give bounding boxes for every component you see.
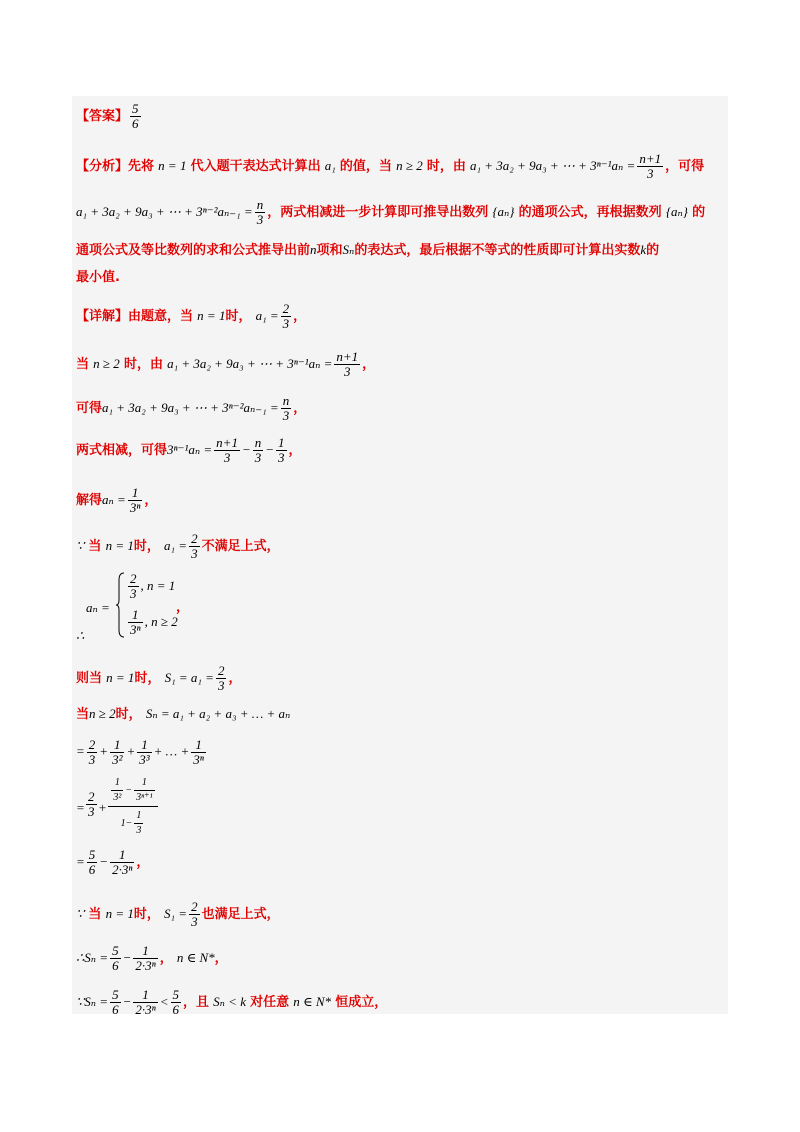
analysis-line-3: 通项公式及等比数列的求和公式推导出前n项和Sₙ的表达式，最后根据不等式的性质即可计算出实数k的 (76, 242, 660, 258)
answer-label: 【答案】 (76, 109, 129, 124)
analysis-line-1: 【分析】先将 n = 1 代入题干表达式计算出 a₁ 的值，当 n ≥ 2 时，由 a₁ + 3a₂ + 9a₃ + ⋯ + 3ⁿ⁻¹aₙ = $\frac{n+1}{3}$ ，可得 (76, 151, 705, 181)
detail-line-5: 解得aₙ = $\frac{1}{\text{3ⁿ}}$ ， (76, 485, 158, 515)
answer-fraction: $\frac{5}{6}$ (132, 101, 139, 131)
detail-line-6: ∵ 当 n = 1时， a₁ = $\frac{2}{3}$ 不满足上式， (76, 531, 280, 561)
detail-line-15: ∵Sₙ = $\frac{5}{6}$ − $\frac{1}{\text{2·3ⁿ}}$ < $\frac{5}{6}$ ，且 Sₙ < k 对任意 n ∈ N* 恒成立， (76, 987, 388, 1017)
detail-line-2: 当 n ≥ 2 时，由 a₁ + 3a₂ + 9a₃ + ⋯ + 3ⁿ⁻¹aₙ = $\frac{n+1}{3}$ ， (76, 349, 376, 379)
detail-line-8: 则当 n = 1时， S₁ = a₁ = $\frac{2}{3}$ ， (76, 663, 242, 693)
analysis-line-2: a₁ + 3a₂ + 9a₃ + ⋯ + 3ⁿ⁻²aₙ₋₁ = $\frac{n}{3}$ ，两式相减进一步计算即可推导出数列 {aₙ} 的通项公式，再根据数列 {aₙ} 的 (76, 197, 706, 227)
detail-line-14: ∴Sₙ = $\frac{5}{6}$ − $\frac{1}{\text{2·3ⁿ}}$ ， n ∈ N*， (76, 943, 228, 973)
left-brace-icon (116, 572, 126, 638)
detail-line-12: = $\frac{5}{6}$ − $\frac{1}{\text{2·3ⁿ}}$ ， (76, 847, 150, 877)
answer-line (76, 102, 143, 131)
detail-line-4: 两式相减，可得3ⁿ⁻¹aₙ = $\frac{n+1}{3}$ − $\frac{n}{3}$ − $\frac{1}{3}$ ， (76, 435, 302, 465)
detail-line-1: 【详解】由题意，当 n = 1时， a₁ = $\frac{2}{3}$ ， (76, 301, 307, 331)
detail-line-9: 当n ≥ 2时， Sₙ = a₁ + a₂ + a₃ + … + aₙ (76, 706, 291, 722)
detail-line-10: = $\frac{2}{3}$ + $\frac{1}{\text{3²}}$ + $\frac{1}{\text{3³}}$ + … + $\frac{1}{\text{3ⁿ}}$ (76, 737, 204, 767)
analysis-line-4: 最小值. (76, 270, 120, 285)
analysis-label: 【分析】 (76, 159, 129, 174)
detail-line-3: 可得a₁ + 3a₂ + 9a₃ + ⋯ + 3ⁿ⁻²aₙ₋₁ = $\frac{n}{3}$ ， (76, 393, 307, 423)
piecewise-case-1: $\frac{2}{3}$ , n = 1 (130, 571, 176, 601)
detail-label: 【详解】 (76, 309, 129, 324)
detail-line-13: ∵ 当 n = 1时， S₁ = $\frac{2}{3}$ 也满足上式， (76, 899, 280, 929)
piecewise-case-2: $\frac{1}{\text{3ⁿ}}$ , n ≥ 2 (130, 607, 178, 637)
complex-fraction: $\frac{1}{\text{3²}}$ − $\frac{1}{\text{3ⁿ⁺¹}}$ 1− $\frac{1}{3}$ (108, 776, 158, 838)
